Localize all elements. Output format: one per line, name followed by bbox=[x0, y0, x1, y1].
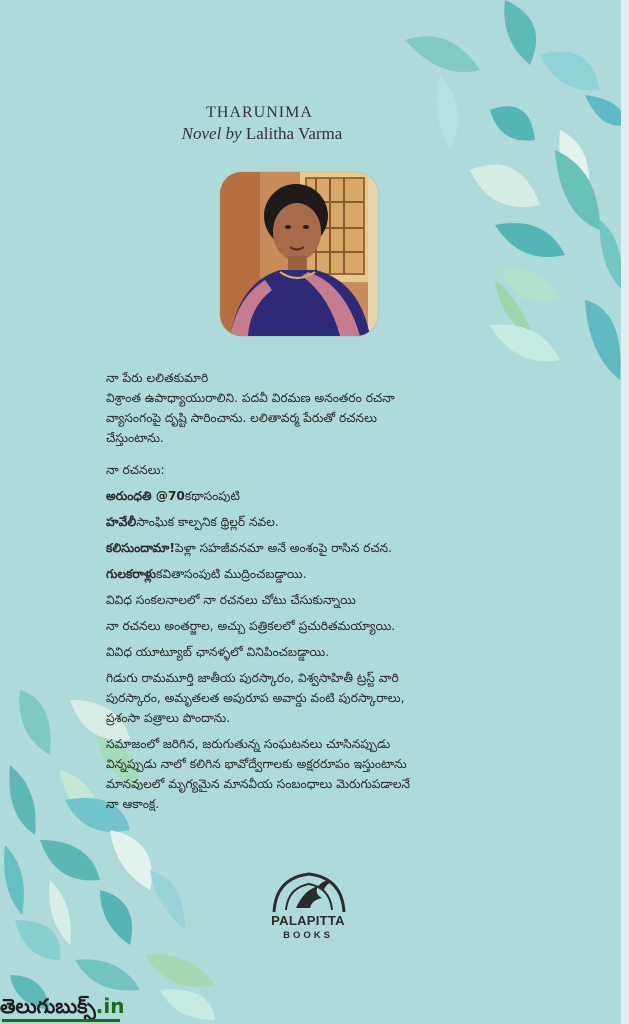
works-line: నా రచనలు అంతర్జాల, అచ్చు పత్రికలలో ప్రచురితమయ్యాయి. bbox=[106, 619, 396, 633]
aspiration-line: సమాజంలో జరిగిన, జరుగుతున్న సంఘటనలు చూసినప్పుడు bbox=[106, 737, 391, 751]
title-block bbox=[0, 104, 629, 144]
watermark-suffix: .in bbox=[95, 994, 125, 1018]
work-title: హవేలీ bbox=[106, 515, 137, 529]
book-subtitle bbox=[0, 124, 629, 144]
work-title: గులకరాళ్లు bbox=[106, 567, 157, 581]
work-item bbox=[106, 512, 466, 532]
work-desc: పెళ్లా సహజీవనమా అనే అంశంపై రాసిన రచన. bbox=[174, 541, 393, 555]
work-title: అరుంధతి @70 bbox=[106, 489, 185, 503]
bio-line: విశ్రాంత ఉపాధ్యాయురాలిని. పదవీ విరమణ అనంతరం రచనా bbox=[106, 391, 395, 405]
awards-line: గిడుగు రామమూర్తి జాతీయ పురస్కారం, విశ్వసాహితీ ట్రస్ట్ వారి bbox=[106, 671, 399, 685]
book-title: THARUNIMA bbox=[206, 104, 313, 121]
cover-edge bbox=[621, 0, 629, 1024]
work-item bbox=[106, 564, 466, 584]
work-desc: కవితాసంపుటి ముద్రించబడ్డాయి. bbox=[156, 567, 307, 581]
author-portrait-illustration bbox=[220, 172, 378, 336]
aspiration-line: నా ఆకాంక్ష. bbox=[106, 797, 160, 811]
work-title: కలిసుందామా! bbox=[106, 541, 175, 555]
work-desc: సాంఘిక కాల్పనిక థ్రిల్లర్ నవల. bbox=[136, 515, 279, 529]
works-line: వివిధ సంకలనాలలో నా రచనలు చోటు చేసుకున్నాయి bbox=[106, 593, 356, 607]
bio-line: నా పేరు లలితకుమారి bbox=[106, 371, 209, 385]
work-item bbox=[106, 486, 466, 506]
author-name: Lalitha Varma bbox=[245, 124, 343, 143]
works-heading: నా రచనలు: bbox=[106, 463, 165, 477]
author-bio-text bbox=[106, 368, 466, 814]
work-item bbox=[106, 538, 466, 558]
aspiration-line: మానవులలో మృగ్యమైన మానవీయ సంబంధాలు మెరుగుపడాలనే bbox=[106, 777, 411, 791]
publisher-name: PALAPITTA bbox=[271, 913, 345, 928]
awards-line: పురస్కారం, అమృతలత అపురూప అవార్డు వంటి పురస్కారాలు, bbox=[106, 691, 405, 705]
subtitle-prefix: Novel by bbox=[181, 124, 242, 143]
watermark-main: తెలుగుబుక్స్ bbox=[0, 994, 96, 1018]
works-line: వివిధ యూట్యూబ్ ఛానళ్ళలో వినిపించబడ్డాయి. bbox=[106, 645, 330, 659]
bio-line: చేస్తుంటాను. bbox=[106, 431, 164, 445]
watermark-underline bbox=[2, 1019, 120, 1022]
awards-line: ప్రశంసా పత్రాలు పొందాను. bbox=[106, 711, 231, 725]
publisher-sub: BOOKS bbox=[283, 930, 333, 941]
aspiration-line: విన్నప్పుడు నాలో కలిగిన భావోద్వేగాలకు అక్షరరూపం ఇస్తుంటాను bbox=[106, 757, 407, 771]
work-desc: కథాసంపుటి bbox=[184, 489, 240, 503]
author-photo bbox=[220, 172, 378, 336]
bio-line: వ్యాసంగంపై దృష్టి సారించాను. లలితావర్మ పేరుతో రచనలు bbox=[106, 411, 377, 425]
